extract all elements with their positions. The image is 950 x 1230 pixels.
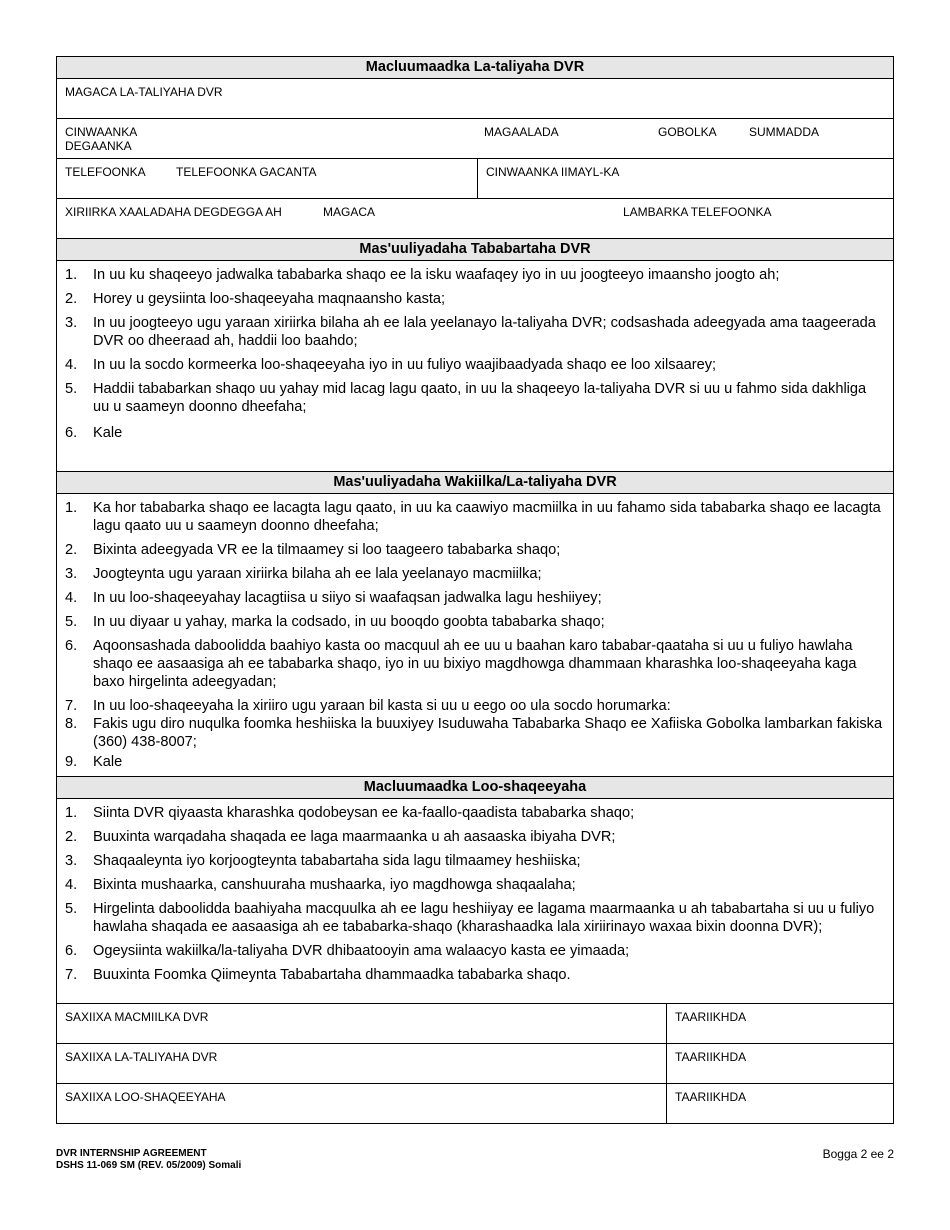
counselor-date-field[interactable]: TAARIIKHDA — [675, 1050, 747, 1064]
address-row — [57, 119, 893, 159]
list-item: 2. Bixinta adeegyada VR ee la tilmaamey si loo taageero tababarka shaqo; — [65, 542, 561, 558]
list-item: 1. Siinta DVR qiyaasta kharashka qodobeysan ee ka-faallo-qaadista tababarka shaqo; — [65, 805, 635, 821]
cell-label[interactable]: TELEFOONKA GACANTA — [176, 165, 317, 179]
address-label[interactable] — [65, 125, 137, 153]
divider — [666, 1004, 667, 1043]
divider — [666, 1084, 667, 1123]
list-item: 3. Joogteynta ugu yaraan xiriirka bilaha ah ee lala yeelanayo macmiilka; — [65, 566, 542, 582]
list-item: 1. Ka hor tababarka shaqo ee lacagta lagu qaato, in uu ka caawiyo macmiilka in uu fahamo sida tababarka shaqo ee lacagta lagu qaato uu u saameyn doonno dheefaha; — [65, 500, 881, 534]
list-item: 6. Ogeysiinta wakiilka/la-taliyaha DVR dhibaatooyin ama walaacyo kasta ee yimaada; — [65, 943, 630, 959]
list-item: 7. Buuxinta Foomka Qiimeynta Tababartaha dhammaadka tababarka shaqo. — [65, 967, 571, 983]
phone-label[interactable]: TELEFOONKA — [65, 165, 146, 179]
client-date-field[interactable]: TAARIIKHDA — [675, 1010, 747, 1024]
form-number: DSHS 11-069 SM (REV. 05/2009) Somali — [56, 1160, 242, 1171]
intern-list — [57, 261, 893, 442]
emergency-phone-label[interactable]: LAMBARKA TELEFOONKA — [623, 205, 772, 219]
client-signature-row — [57, 1003, 893, 1043]
list-item: 1. In uu ku shaqeeyo jadwalka tababarka shaqo ee la isku waafaqey iyo in uu joogteeyo imaansho joogto ah; — [65, 267, 780, 283]
form-footer — [56, 1148, 241, 1172]
divider — [666, 1044, 667, 1083]
list-item: 5. In uu diyaar u yahay, marka la codsado, in uu booqdo goobta tababarka shaqo; — [65, 614, 605, 630]
list-item: 5. Hirgelinta daboolidda baahiyaha macquulka ah ee lagu heshiiyay ee lagama maarmaanka u ah tababartaha si uu u fuliyo hawlaha shaqada ee aasaasiga ah ee tababarka-shaqo (kharashaadka lala xiriirinayo waxaa bixin doonna DVR); — [65, 901, 875, 935]
emergency-name-label[interactable]: MAGACA — [323, 205, 376, 219]
counselor-responsibilities — [57, 494, 893, 777]
section-header-intern-responsibilities: Mas'uuliyadaha Tababartaha DVR — [57, 238, 893, 261]
list-item: 3. In uu joogteeyo ugu yaraan xiriirka bilaha ah ee lala yeelanayo la-taliyaha DVR; codsashada adeegyada ama taageerada DVR oo dheeraad ah, haddii loo baahdo; — [65, 315, 876, 349]
counselor-signature-field[interactable]: SAXIIXA LA-TALIYAHA DVR — [65, 1050, 218, 1064]
employer-responsibilities — [57, 799, 893, 1003]
emergency-contact-label[interactable]: XIRIIRKA XAALADAHA DEGDEGGA AH — [65, 205, 282, 219]
form-title: DVR INTERNSHIP AGREEMENT — [56, 1148, 207, 1159]
section-header-counselor-responsibilities: Mas'uuliyadaha Wakiilka/La-taliyaha DVR — [57, 472, 893, 494]
employer-signature-row — [57, 1083, 893, 1123]
city-label[interactable]: MAGAALADA — [484, 125, 559, 139]
employer-date-field[interactable]: TAARIIKHDA — [675, 1090, 747, 1104]
list-item: 8. Fakis ugu diro nuqulka foomka heshiiska la buuxiyey Isuduwaha Tababarka Shaqo ee Xafiiska Gobolka lambarkan fakiska (360) 438-8007; — [65, 716, 883, 750]
list-item: 6. Aqoonsashada daboolidda baahiyo kasta oo macquul ah ee uu u baahan karo tababar-qaataha si uu u fuliyo hawlaha shaqo ee aasaasiga ah ee tababarka shaqo, iyo in uu bixiyo magdhowga dhammaan kharashka loo-shaqeeyaha kaga baxo hirgelinta adeegyadan; — [65, 638, 857, 690]
employer-list — [57, 799, 893, 984]
list-item: 4. Bixinta mushaarka, canshuuraha mushaarka, iyo magdhowga shaqaalaha; — [65, 877, 576, 893]
state-label[interactable]: GOBOLKA — [658, 125, 717, 139]
counselor-signature-row — [57, 1043, 893, 1083]
divider — [477, 159, 478, 198]
counselor-name-field[interactable] — [57, 79, 893, 119]
list-item: 6. Kale — [65, 425, 123, 441]
address-label-line1: CINWAANKA — [65, 125, 138, 139]
email-label[interactable]: CINWAANKA IIMAYL-KA — [486, 165, 620, 179]
emergency-row — [57, 199, 893, 238]
intern-responsibilities — [57, 261, 893, 472]
list-item: 4. In uu loo-shaqeeyahay lacagtiisa u siiyo si waafaqsan jadwalka lagu heshiiyey; — [65, 590, 602, 606]
page-number: Bogga 2 ee 2 — [822, 1147, 894, 1161]
list-item: 9. Kale — [65, 754, 123, 770]
list-item: 7. In uu loo-shaqeeyaha la xiriiro ugu yaraan bil kasta si uu u eego oo ula socdo horumarka: — [65, 698, 671, 714]
contact-row — [57, 159, 893, 199]
employer-signature-field[interactable]: SAXIIXA LOO-SHAQEEYAHA — [65, 1090, 226, 1104]
section-header-employer-info: Macluumaadka Loo-shaqeeyaha — [57, 777, 893, 799]
list-item: 4. In uu la socdo kormeerka loo-shaqeeyaha iyo in uu fuliyo waajibaadyada shaqo ee loo xilsaarey; — [65, 357, 717, 373]
section-header-counselor-info: Macluumaadka La-taliyaha DVR — [57, 57, 893, 79]
list-item: 3. Shaqaaleynta iyo korjoogteynta tababartaha sida lagu tilmaamey heshiiska; — [65, 853, 581, 869]
address-label-line2: DEGAANKA — [65, 139, 132, 153]
internship-form — [56, 56, 894, 1124]
list-item: 2. Buuxinta warqadaha shaqada ee laga maarmaanka u ah aasaaska ibiyaha DVR; — [65, 829, 616, 845]
counselor-name-label: MAGACA LA-TALIYAHA DVR — [65, 85, 223, 99]
list-item: 5. Haddii tababarkan shaqo uu yahay mid lacag lagu qaato, in uu la shaqeeyo la-taliyaha DVR si uu u fahmo sida dakhliga uu u saameyn doonno dheefaha; — [65, 381, 867, 415]
zip-label[interactable]: SUMMADDA — [749, 125, 820, 139]
counselor-list — [57, 494, 893, 771]
client-signature-field[interactable]: SAXIIXA MACMIILKA DVR — [65, 1010, 209, 1024]
list-item: 2. Horey u geysiinta loo-shaqeeyaha maqnaansho kasta; — [65, 291, 446, 307]
